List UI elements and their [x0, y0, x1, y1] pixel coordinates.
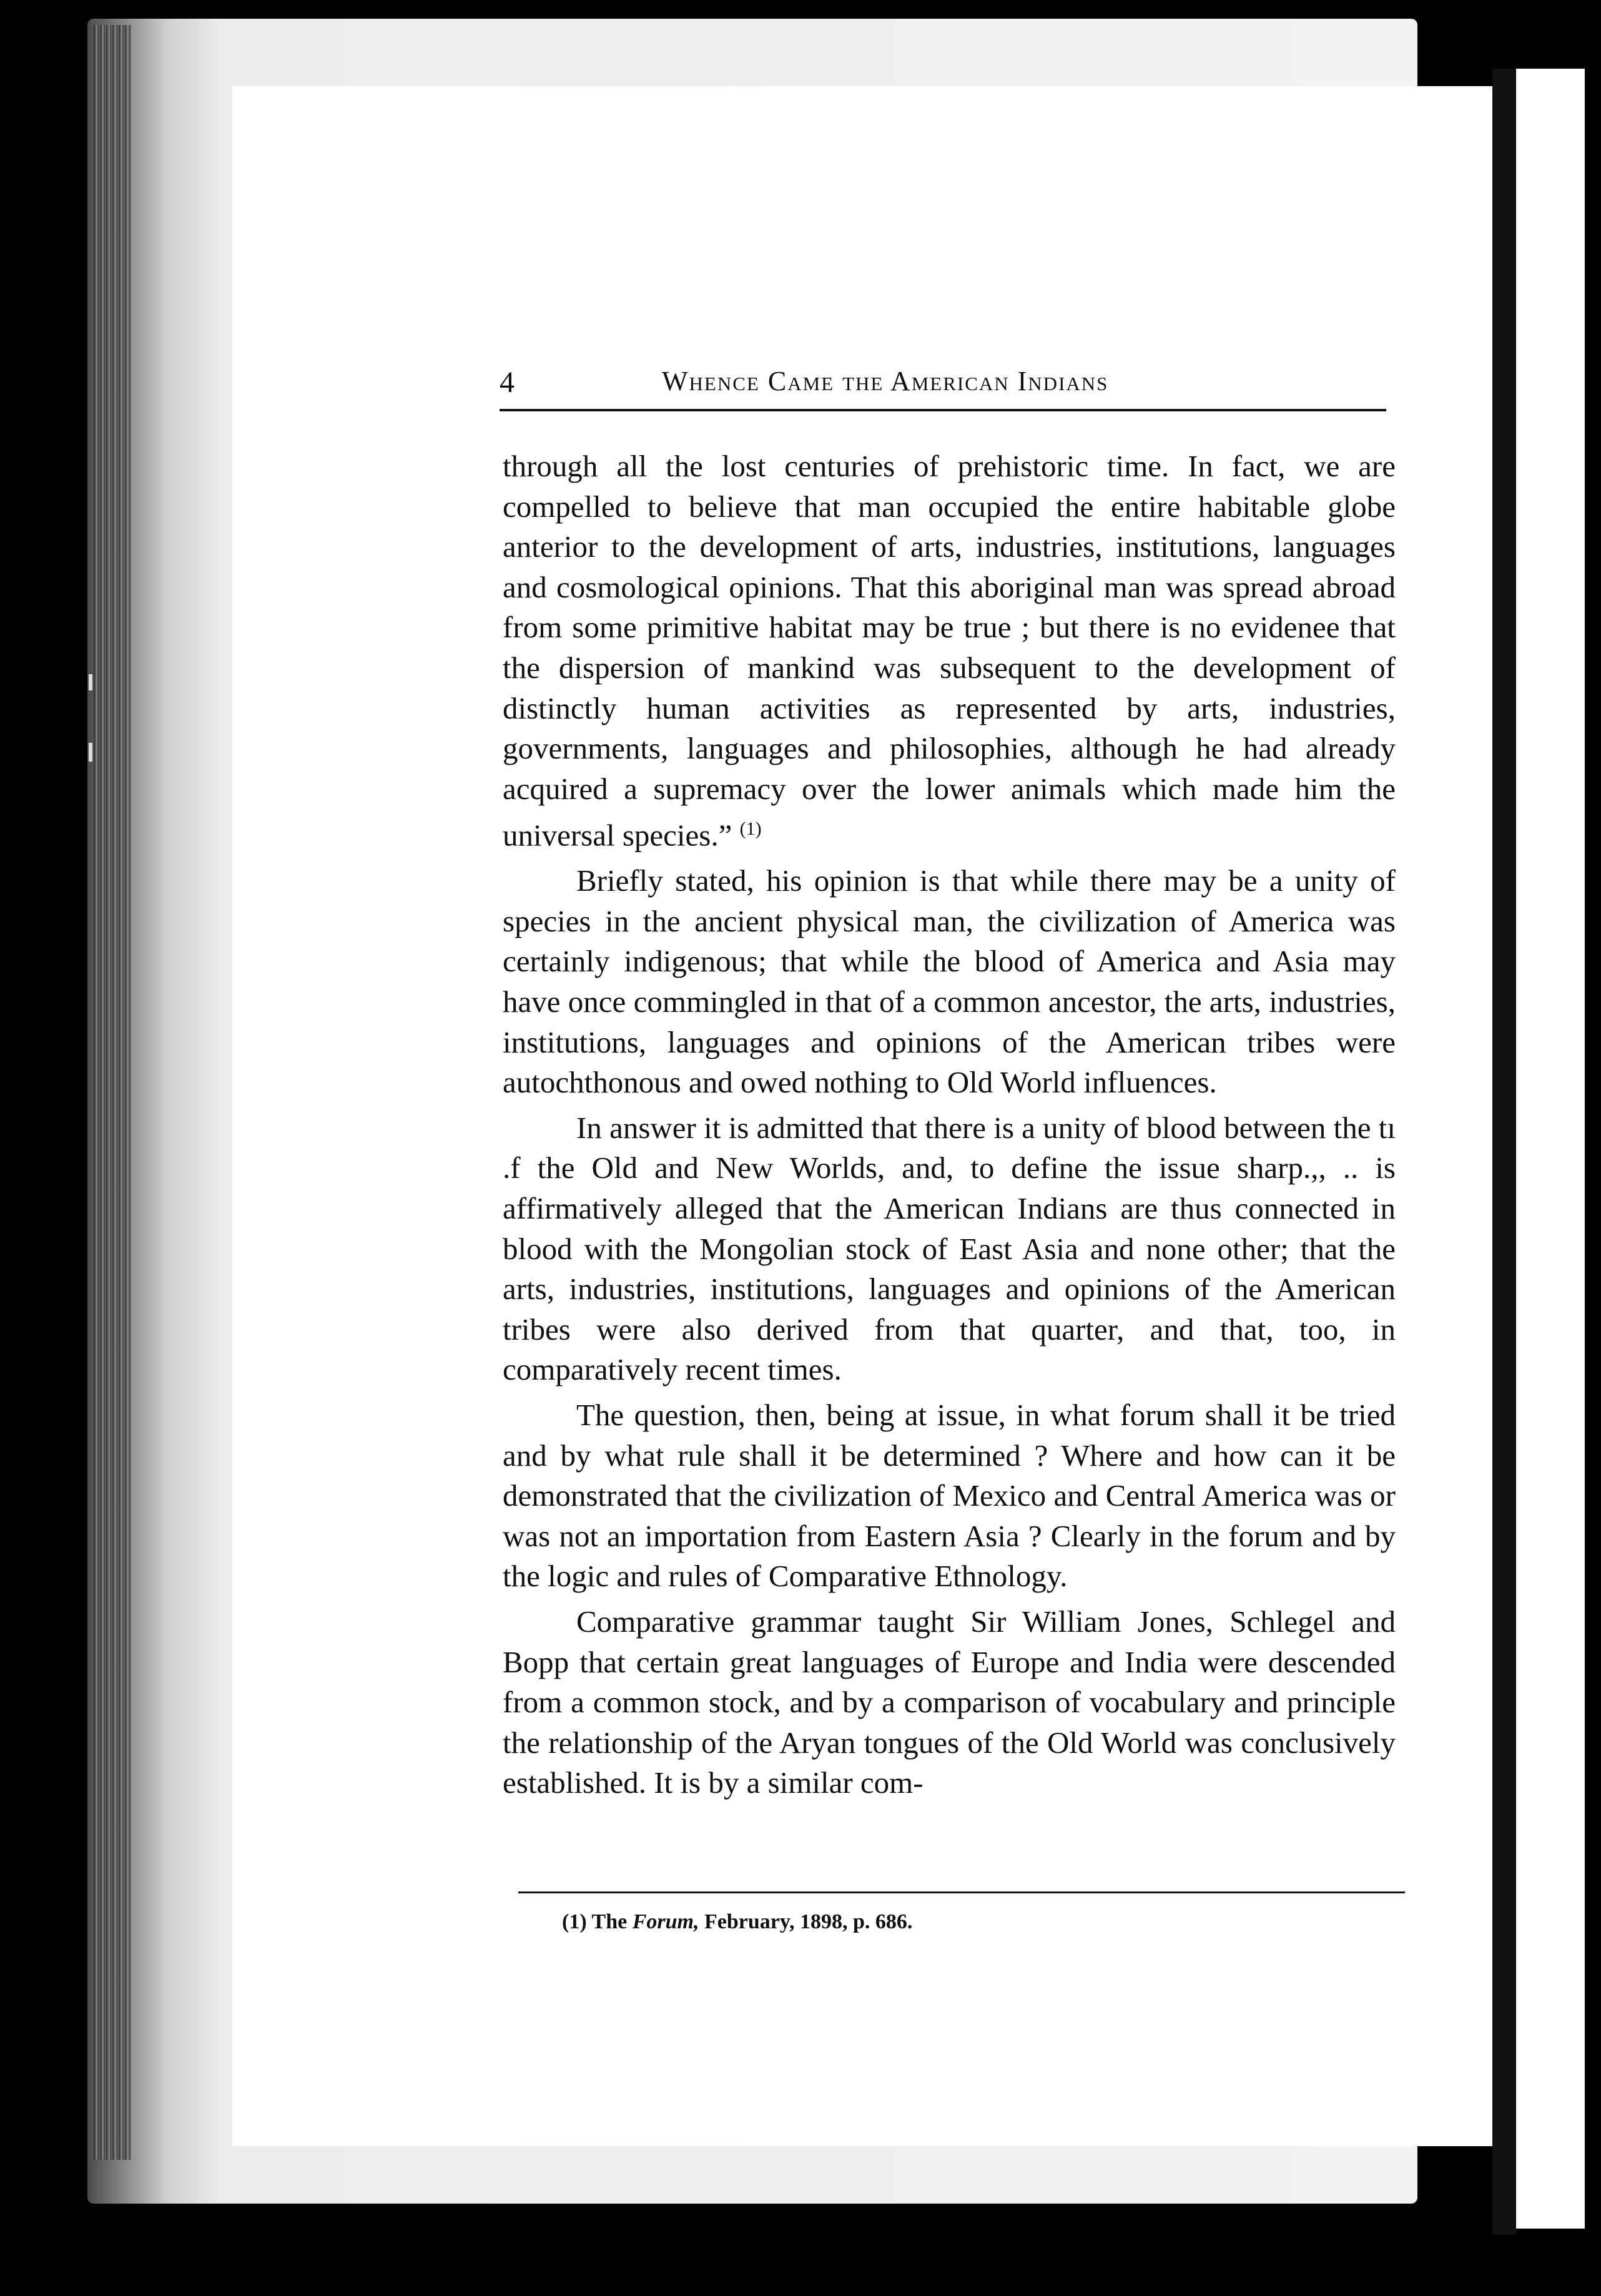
- paragraph: Comparative grammar taught Sir William Jones, Schlegel and Bopp that certain great languages of Europe and India were descended from a common stock, and by a comparison of vocabulary and principle the relationship of the Aryan tongues of the Old World was conclusively established. It is by a similar com-: [503, 1604, 1396, 1800]
- running-head: [500, 365, 1386, 411]
- paragraph: The question, then, being at issue, in what forum shall it be tried and by what rule shall it be determined ? Where and how can it be demonstrated that the civilization of Mexico and Central America was or was not an importation from Eastern Asia ? Clearly in the forum and by the logic and rules of Comparative Ethnology.: [503, 1397, 1396, 1594]
- paragraph: [503, 446, 1396, 856]
- running-title: Whence Came the American Indians: [662, 366, 1109, 396]
- footnote-citation: February, 1898, p. 686.: [704, 1910, 913, 1933]
- paragraph-text: through all the lost centuries of prehistoric time. In fact, we are compelled to believe that man occupied the entire habitable globe anterior to the development of arts, industries, institutions, languages and cosmological opinions. That this aboriginal man was spread abroad from some primitive habitat may be true ; but there is no evidenee that the dispersion of mankind was subsequent to the development of distinctly human activities as represented by arts, industries, governments, languages and philosophies, although he had already acquired a supremacy over the lower animals which made him the universal species.”: [503, 449, 1396, 853]
- page-stack-edges: [94, 25, 131, 2160]
- scan-speck: [89, 674, 92, 690]
- page-number: 4: [500, 366, 515, 399]
- footnote-mark: (1): [562, 1910, 587, 1933]
- scan-speck: [89, 743, 92, 762]
- footnote-divider: [518, 1891, 1405, 1893]
- gutter-shadow: [1492, 69, 1516, 2235]
- footnote: [562, 1910, 912, 1934]
- paragraph: In answer it is admitted that there is a unity of blood between the tı .f the Old and New Worlds, and, to define the issue sharp.,, .. is affirmatively alleged that the American Indians are thus connected in blood with the Mongolian stock of East Asia and none other; that the arts, industries, institutions, languages and opinions of the American tribes were also derived from that quarter, and that, too, in comparatively recent times.: [503, 1110, 1396, 1387]
- footnote-prefix: The: [591, 1910, 628, 1933]
- adjacent-page-sliver: [1516, 69, 1585, 2229]
- body-text: [503, 446, 1396, 1808]
- footnote-reference: (1): [739, 818, 762, 840]
- paragraph: Briefly stated, his opinion is that while there may be a unity of species in the ancient physical man, the civilization of America was certainly indigenous; that while the blood of America and Asia may have once commingled in that of a common ancestor, the arts, industries, institutions, languages and opinions of the American tribes were autochthonous and owed nothing to Old World influences.: [503, 863, 1396, 1100]
- footnote-source: Forum,: [632, 1910, 699, 1933]
